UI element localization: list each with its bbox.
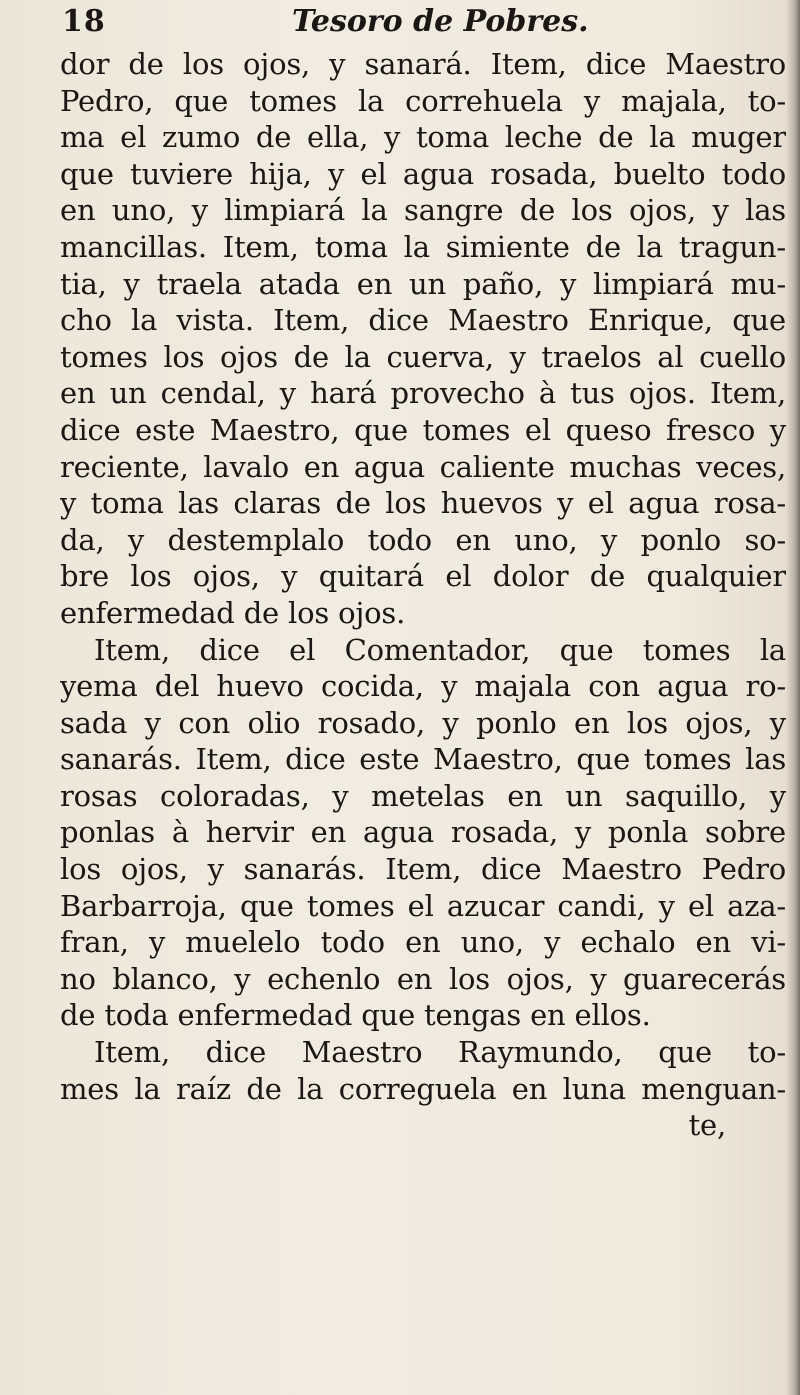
text-line: y toma las claras de los huevos y el agua rosa- [60, 486, 786, 521]
text-line: ponlas à hervir en agua rosada, y ponla sobre [60, 815, 786, 850]
text-line: da, y destemplalo todo en uno, y ponlo so- [60, 522, 786, 557]
text-line: Pedro, que tomes la correhuela y majala, to- [60, 83, 786, 118]
text-line: mancillas. Item, toma la simiente de la tragun- [60, 229, 786, 264]
text-line: Barbarroja, que tomes el azucar candi, y el aza- [60, 888, 786, 923]
text-line-paragraph-start: Item, dice el Comentador, que tomes la [94, 632, 786, 667]
text-line: dor de los ojos, y sanará. Item, dice Maestro [60, 47, 786, 81]
running-head [56, 2, 760, 42]
text-line: bre los ojos, y quitará el dolor de qualquier [60, 559, 786, 594]
text-line: fran, y muelelo todo en uno, y echalo en vi- [60, 925, 786, 960]
text-line-paragraph-end: de toda enfermedad que tengas en ellos. [60, 998, 651, 1033]
text-line-paragraph-start: Item, dice Maestro Raymundo, que to- [94, 1035, 786, 1070]
text-line-paragraph-end: enfermedad de los ojos. [60, 595, 406, 630]
text-line: reciente, lavalo en agua caliente muchas veces, [60, 449, 786, 484]
text-line: sanarás. Item, dice este Maestro, que tomes las [60, 742, 786, 777]
text-line: cho la vista. Item, dice Maestro Enrique, que [60, 303, 786, 338]
text-line: tia, y traela atada en un paño, y limpiará mu- [60, 266, 786, 301]
page-edge-shadow [786, 0, 800, 1395]
text-line: no blanco, y echenlo en los ojos, y guarecerás [60, 961, 786, 996]
catchword: te, [688, 1108, 726, 1143]
text-line: sada y con olio rosado, y ponlo en los ojos, y [60, 705, 786, 740]
text-line: dice este Maestro, que tomes el queso fresco y [60, 412, 786, 447]
body-text [60, 46, 786, 1144]
page-number: 18 [62, 4, 106, 39]
text-line: ma el zumo de ella, y toma leche de la muger [60, 120, 786, 155]
text-line: tomes los ojos de la cuerva, y traelos al cuello [60, 339, 786, 374]
running-title: Tesoro de Pobres. [292, 4, 589, 39]
text-line: rosas coloradas, y metelas en un saquillo, y [60, 778, 786, 813]
text-line: en uno, y limpiará la sangre de los ojos, y las [60, 193, 786, 228]
text-line: yema del huevo cocida, y majala con agua ro- [60, 669, 786, 704]
text-line: en un cendal, y hará provecho à tus ojos. Item, [60, 376, 786, 411]
text-line: que tuviere hija, y el agua rosada, buelto todo [60, 156, 786, 191]
text-line: mes la raíz de la correguela en luna menguan- [60, 1071, 786, 1106]
text-line: los ojos, y sanarás. Item, dice Maestro Pedro [60, 852, 786, 887]
